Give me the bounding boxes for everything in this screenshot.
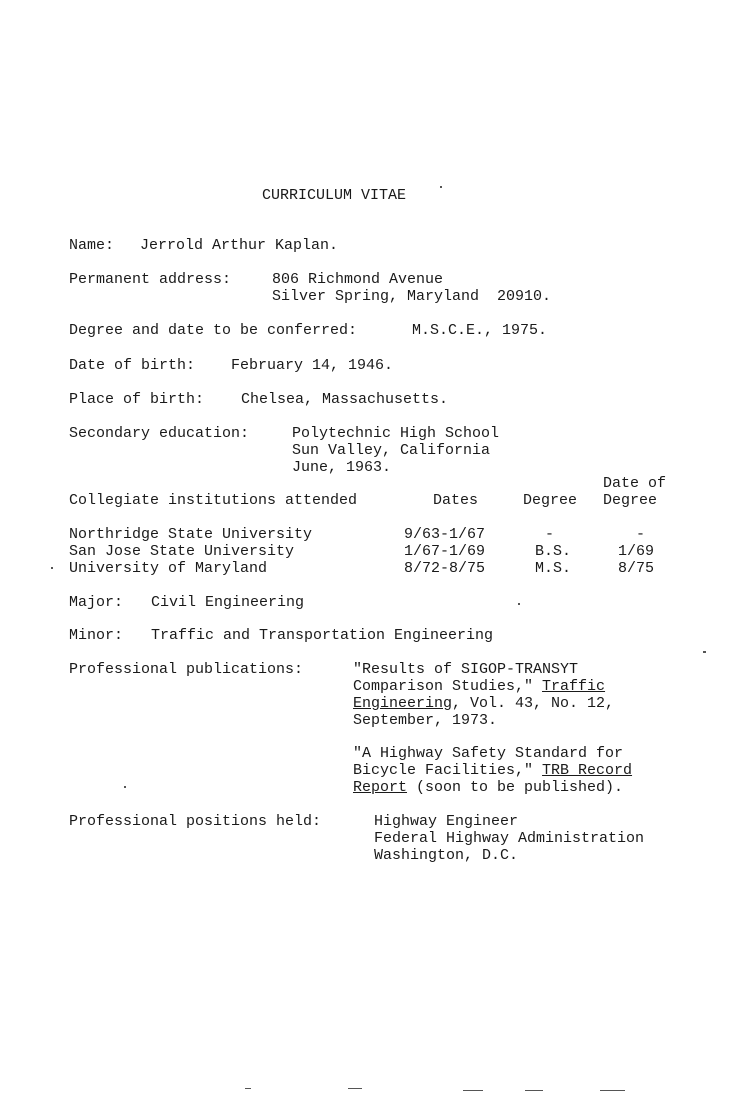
collegiate-institution: San Jose State University [69,543,295,560]
address-line-2: Silver Spring, Maryland 20910. [272,288,552,305]
positions-label: Professional positions held: [69,813,322,830]
scan-speck [525,1090,543,1091]
name-label: Name: [69,237,115,254]
publication-1-line-1: "Results of SIGOP-TRANSYT [353,661,579,678]
scan-speck [124,786,126,788]
positions-line-3: Washington, D.C. [374,847,519,864]
col-date-of-header: Date of [603,475,667,492]
positions-line-1: Highway Engineer [374,813,519,830]
minor-label: Minor: [69,627,124,644]
scan-speck [703,651,706,653]
publication-1-line-2 [353,678,605,695]
degree-conferred-value: M.S.C.E., 1975. [412,322,548,339]
collegiate-institution: Northridge State University [69,526,313,543]
document-title: CURRICULUM VITAE [262,187,407,204]
publication-2-journal-title: TRB Record [542,762,633,779]
publication-2-text: Bicycle Facilities," [353,762,543,779]
col-dates-header: Dates [433,492,479,509]
publication-1-text: , Vol. 43, No. 12, [452,695,615,712]
publication-2-text: (soon to be published). [407,779,624,796]
secondary-education-label: Secondary education: [69,425,250,442]
publications-label: Professional publications: [69,661,304,678]
scan-speck [245,1088,251,1089]
publication-1-line-4: September, 1973. [353,712,498,729]
major-value: Civil Engineering [151,594,305,611]
name-value: Jerrold Arthur Kaplan. [140,237,339,254]
collegiate-institution: University of Maryland [69,560,268,577]
scan-speck [51,567,53,569]
collegiate-date-of-degree: 8/75 [618,560,655,577]
collegiate-dates: 8/72-8/75 [404,560,486,577]
publication-1-line-3 [353,695,614,712]
secondary-line-1: Polytechnic High School [292,425,500,442]
collegiate-degree: M.S. [535,560,572,577]
degree-conferred-label: Degree and date to be conferred: [69,322,358,339]
minor-value: Traffic and Transportation Engineering [151,627,494,644]
birth-place-label: Place of birth: [69,391,205,408]
collegiate-degree: B.S. [535,543,572,560]
publication-1-text: Comparison Studies," [353,678,543,695]
publication-2-line-2 [353,762,632,779]
secondary-line-2: Sun Valley, California [292,442,491,459]
major-label: Major: [69,594,124,611]
col-date-of-degree-header: Degree [603,492,658,509]
collegiate-degree: - [545,526,555,543]
address-label: Permanent address: [69,271,232,288]
collegiate-dates: 9/63-1/67 [404,526,486,543]
birth-date-label: Date of birth: [69,357,196,374]
scan-speck [518,603,520,605]
birth-date-value: February 14, 1946. [231,357,394,374]
publication-2-line-1: "A Highway Safety Standard for [353,745,624,762]
publication-2-journal-title: Report [353,779,408,796]
scan-speck [600,1090,625,1091]
publication-1-journal-title: Engineering [353,695,453,712]
positions-line-2: Federal Highway Administration [374,830,645,847]
collegiate-date-of-degree: 1/69 [618,543,655,560]
col-degree-header: Degree [523,492,578,509]
address-line-1: 806 Richmond Avenue [272,271,444,288]
scan-speck [463,1090,483,1091]
publication-2-line-3 [353,779,623,796]
birth-place-value: Chelsea, Massachusetts. [241,391,449,408]
scan-speck [348,1088,362,1089]
scan-speck [440,186,442,188]
collegiate-date-of-degree: - [636,526,646,543]
collegiate-header-label: Collegiate institutions attended [69,492,358,509]
collegiate-dates: 1/67-1/69 [404,543,486,560]
secondary-line-3: June, 1963. [292,459,392,476]
publication-1-journal-title: Traffic [542,678,606,695]
